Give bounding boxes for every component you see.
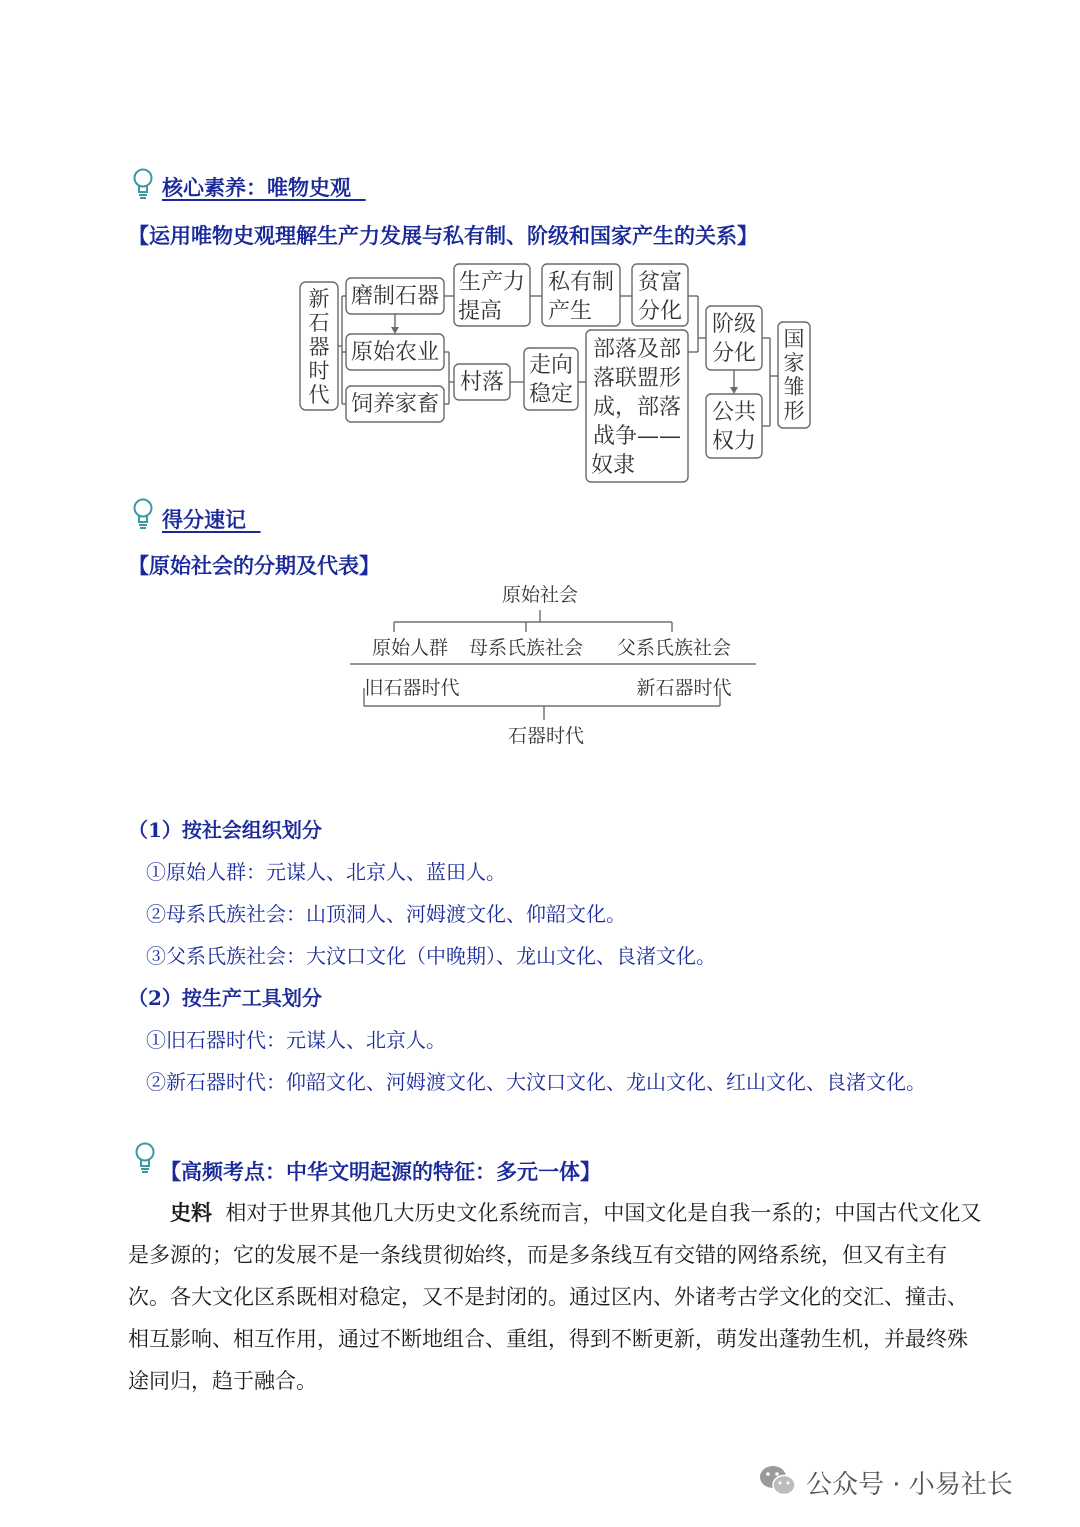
node-new-stone-age (309, 287, 330, 407)
primitive-society-diagram (340, 582, 770, 762)
node-state-embryo (784, 327, 805, 423)
node-productivity-2: 提高 (457, 299, 503, 324)
section-core-literacy (0, 0, 1080, 490)
subtitle-primitive-society: 【原始社会的分期及代表】 (128, 553, 380, 578)
list-item: ③父系氏族社会：大汶口文化（中晚期）、龙山文化、良渚文化。 (146, 944, 716, 968)
node-matriarchal-clan: 母系氏族社会 (468, 637, 584, 659)
node-wealth-gap-2: 分化 (637, 299, 683, 324)
node-stability-2: 稳定 (528, 382, 574, 407)
section-title-key-exam-point: 【高频考点：中华文明起源的特征：多元一体】 (160, 1159, 601, 1184)
node-tribal-alliance: 部落及部 (592, 337, 682, 362)
node-class-division-2: 分化 (711, 341, 757, 366)
list-item: ①旧石器时代：元谋人、北京人。 (146, 1028, 446, 1052)
node-village: 村落 (459, 370, 505, 395)
watermark-text: 公众号 · 小易社长 (806, 1470, 1013, 1500)
vertical-char: 石 (308, 311, 330, 335)
vertical-char: 国 (783, 327, 805, 351)
vertical-char: 代 (308, 383, 330, 407)
node-livestock: 饲养家畜 (350, 392, 440, 417)
node-stability: 走向 (528, 353, 574, 378)
subtitle-materialism: 【运用唯物史观理解生产力发展与私有制、阶级和国家产生的关系】 (128, 223, 758, 248)
node-neolithic: 新石器时代 (636, 677, 732, 699)
node-productivity: 生产力 (458, 270, 526, 295)
node-private-ownership-2: 产生 (547, 299, 593, 324)
lightbulb-icon (134, 1142, 156, 1176)
node-ground-stone-tools: 磨制石器 (350, 284, 440, 309)
section-title-core-literacy: 核心素养：唯物史观 (162, 175, 366, 200)
node-tribal-alliance-4: 战争—— (592, 424, 682, 449)
list-item: ①原始人群：元谋人、北京人、蓝田人。 (146, 860, 506, 884)
source-label: 史料 (170, 1200, 212, 1225)
node-stone-age: 石器时代 (507, 725, 585, 747)
node-tribal-alliance-5: 奴隶 (590, 453, 636, 478)
list-heading: （2）按生产工具划分 (128, 986, 322, 1010)
vertical-char: 雏 (783, 375, 805, 399)
section-key-exam-point (0, 1130, 1080, 1410)
flow-diagram-productivity-state (290, 258, 820, 486)
node-tribal-alliance-2: 落联盟形 (592, 366, 682, 391)
node-public-power-2: 权力 (711, 429, 757, 454)
source-text: 相对于世界其他几大历史文化系统而言，中国文化是自我一系的；中国古代文化又是多源的；它的发展不是一条线贯彻始终，而是多条线互有交错的网络系统，但又有主有次。各大文化区系既相对稳定，又不是封闭的。通过区内、外诸考古学文化的交汇、撞击、相互影响、相互作用，通过不断地组合、重组，得到不断更新，萌发出蓬勃生机，并最终殊途同归，趋于融合。 (128, 1201, 982, 1393)
list-item: ②母系氏族社会：山顶洞人、河姆渡文化、仰韶文化。 (146, 902, 626, 926)
vertical-char: 新 (308, 287, 330, 311)
lightbulb-icon (132, 168, 154, 202)
node-wealth-gap: 贫富 (637, 270, 683, 295)
wechat-icon (758, 1464, 798, 1498)
node-paleolithic: 旧石器时代 (364, 677, 460, 699)
node-primitive-society: 原始社会 (501, 584, 579, 606)
node-patriarchal-clan: 父系氏族社会 (616, 637, 732, 659)
lightbulb-icon (132, 498, 154, 532)
node-private-ownership: 私有制 (547, 270, 615, 295)
list-item: ②新石器时代：仰韶文化、河姆渡文化、大汶口文化、龙山文化、红山文化、良渚文化。 (146, 1070, 926, 1094)
vertical-char: 时 (308, 359, 330, 383)
vertical-char: 器 (308, 335, 330, 359)
vertical-char: 形 (783, 399, 805, 423)
node-primitive-farming: 原始农业 (350, 340, 440, 365)
source-paragraph (128, 1192, 988, 1402)
node-class-division: 阶级 (711, 312, 757, 337)
node-primitive-group: 原始人群 (371, 637, 449, 659)
list-heading: （1）按社会组织划分 (128, 818, 322, 842)
section-title-quick-notes: 得分速记 (162, 507, 261, 532)
section-quick-notes (0, 490, 1080, 1110)
node-public-power: 公共 (711, 400, 757, 425)
vertical-char: 家 (783, 351, 805, 375)
node-tribal-alliance-3: 成，部落 (592, 395, 682, 420)
